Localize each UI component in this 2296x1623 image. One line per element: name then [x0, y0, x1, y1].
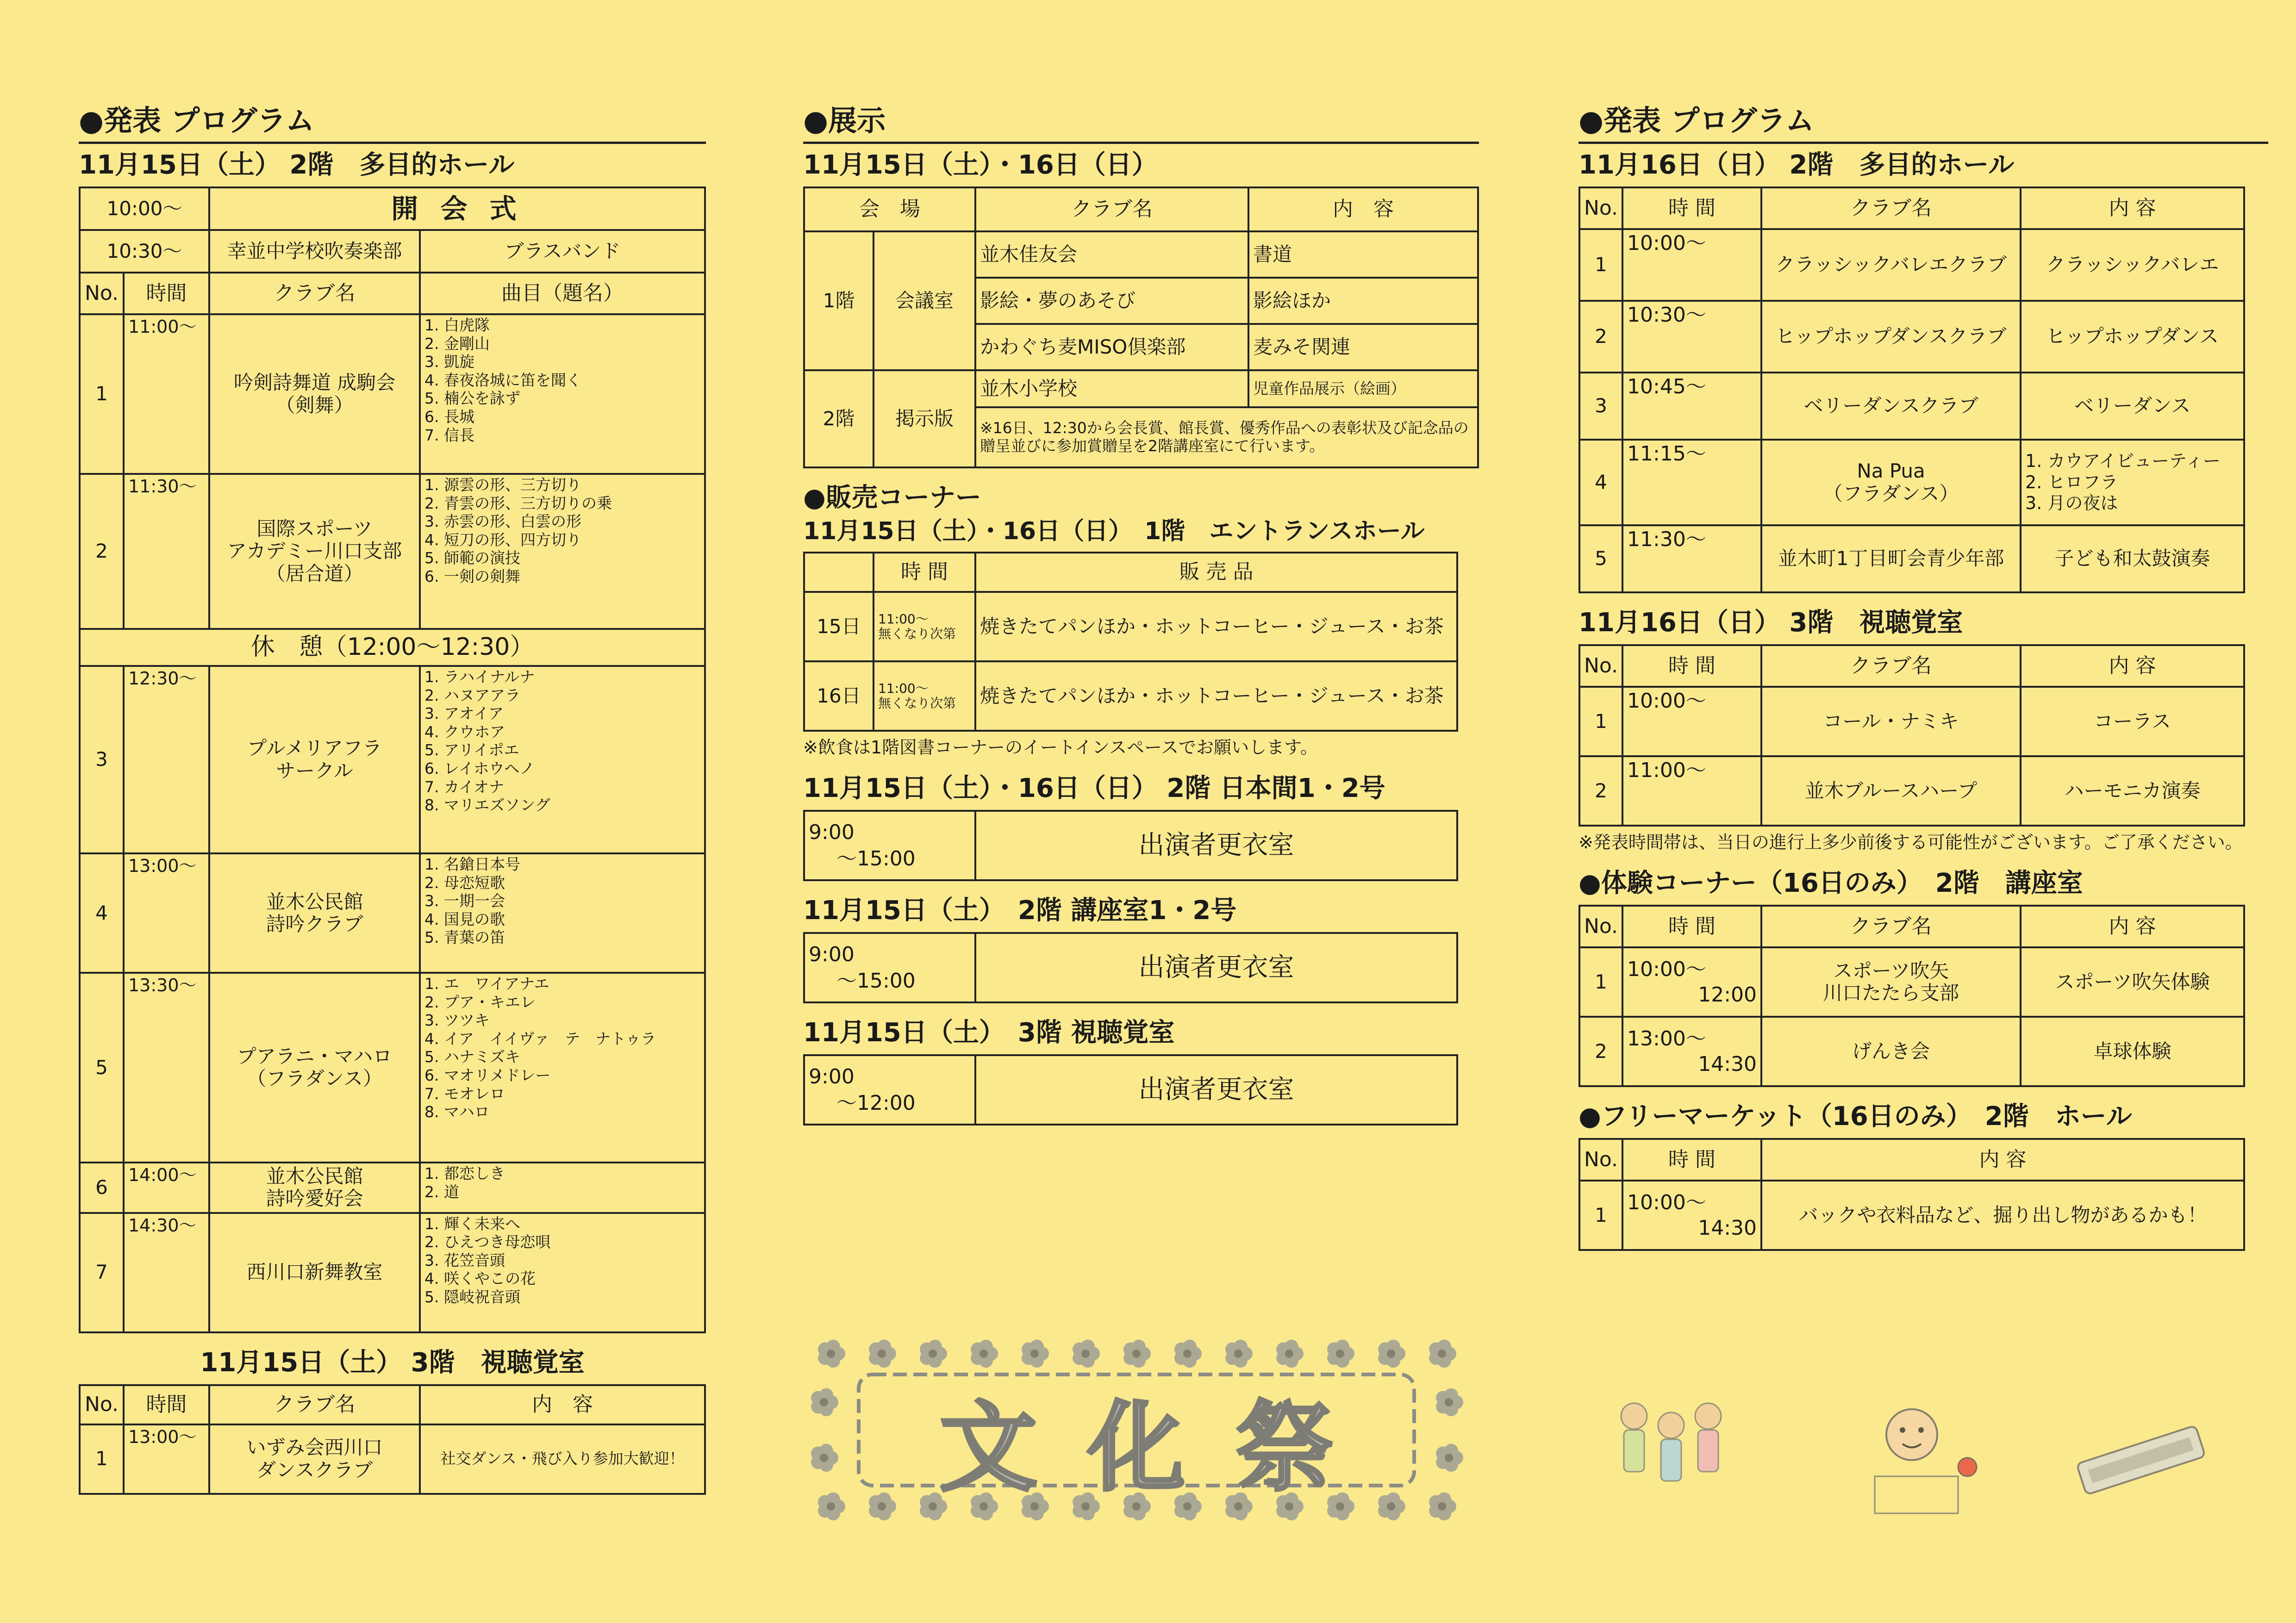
song-item: 2. 金剛山: [424, 334, 490, 353]
content-cell: スポーツ吹矢体験: [2021, 947, 2244, 1017]
table-row: [1579, 301, 2244, 373]
table-row: [80, 1163, 705, 1213]
header-time: 時 間: [1622, 906, 1761, 947]
club-cell: げんき会: [1761, 1017, 2021, 1086]
content-cell: ブラスバンド: [420, 230, 705, 273]
sales-time-note: 無くなり次第: [878, 626, 956, 641]
content-cell: 卓球体験: [2021, 1017, 2244, 1086]
section-title-sales: ●販売コーナー: [803, 483, 981, 513]
table-header: [1579, 906, 2244, 947]
time-cell: 10:30～: [1622, 301, 1761, 373]
song-item: 7. 信長: [424, 426, 474, 444]
no-cell: 7: [80, 1213, 124, 1332]
table-header: [80, 273, 705, 314]
no-cell: 4: [1579, 440, 1622, 525]
header-club: クラブ名: [1761, 906, 2021, 947]
song-item: 5. アリイポエ: [424, 741, 519, 759]
no-cell: 1: [1579, 947, 1622, 1017]
day-cell: 16日: [804, 661, 873, 731]
subtitle-exhibit: 11月15日（土）・16日（日）: [803, 150, 1158, 180]
song-item: 3. 凱旋: [424, 353, 474, 371]
no-cell: 2: [1579, 301, 1622, 373]
song-item: 5. 師範の演技: [424, 549, 520, 567]
club-cell: 並木佳友会: [975, 231, 1248, 278]
content-cell: ベリーダンス: [2021, 373, 2244, 440]
club-cell: 国際スポーツ アカデミー川口支部 （居合道）: [209, 474, 420, 629]
subtitle-dressing-room: 11月15日（土） 3階 視聴覚室: [803, 1018, 1175, 1048]
song-item: 4. 国見の歌: [424, 910, 505, 928]
time-cell: [1622, 1181, 1761, 1250]
club-cell: 並木町1丁目町会青少年部: [1761, 525, 2021, 592]
dressing-room-table: [803, 1054, 1458, 1126]
festival-title: 文化祭: [939, 1390, 1384, 1505]
song-item: 2. 道: [424, 1182, 459, 1201]
time-cell: [1622, 1017, 1761, 1086]
song-item: 3. アオイア: [424, 704, 504, 723]
section-title-program-15: ●発表 プログラム: [79, 106, 706, 144]
header-time: 時 間: [1622, 645, 1761, 687]
time-cell: 13:00～: [124, 853, 209, 973]
header-content: 内 容: [1248, 187, 1478, 231]
time-cell: [804, 933, 975, 1002]
no-cell: 1: [80, 1424, 124, 1494]
time-cell: 12:30～: [124, 666, 209, 853]
time-start: 13:00～: [1627, 1027, 1706, 1051]
song-list: [420, 314, 705, 474]
time-end: ～12:00: [836, 1091, 916, 1115]
time-cell: 14:30～: [124, 1213, 209, 1332]
time-end: 14:30: [1698, 1216, 1757, 1240]
header-content: 内 容: [1761, 1139, 2244, 1181]
harmonica-icon: [2077, 1425, 2205, 1495]
header-content: 内 容: [2021, 645, 2244, 687]
content-cell: 書道: [1248, 231, 1478, 278]
song-item: 3. 一期一会: [424, 892, 505, 910]
award-note: ※16日、12:30から会長賞、館長賞、優秀作品への表彰状及び記念品の贈呈並びに参加賞贈呈を2階講座室にて行います。: [975, 407, 1478, 467]
table-row: [1579, 229, 2244, 301]
table-row: [1579, 1181, 2244, 1250]
song-item: 1. ラハイナルナ: [424, 668, 535, 686]
no-cell: 2: [1579, 756, 1622, 826]
break-label: 休 憩（12:00～12:30）: [80, 629, 705, 666]
no-cell: 3: [1579, 373, 1622, 440]
song-item: 1. 都恋しき: [424, 1164, 505, 1182]
program-table-16: [1578, 187, 2245, 593]
song-item: 6. 一剣の剣舞: [424, 567, 520, 585]
header-no: No.: [80, 1385, 124, 1424]
column-right: [1578, 106, 2268, 1251]
club-cell: 並木公民館 詩吟愛好会: [209, 1163, 420, 1213]
no-cell: 1: [1579, 229, 1622, 301]
time-cell: [1622, 947, 1761, 1017]
song-item: 1. 源雲の形、三方切り: [424, 476, 581, 494]
time-cell: 11:00～: [124, 314, 209, 474]
item-cell: 焼きたてパンほか・ホットコーヒー・ジュース・お茶: [975, 661, 1457, 731]
time-cell: 11:15～: [1622, 440, 1761, 525]
header-no: No.: [1579, 645, 1622, 687]
club-cell: 並木小学校: [975, 370, 1248, 407]
table-header: [80, 1385, 705, 1424]
header-day: [804, 553, 873, 592]
song-item: 3. ツツキ: [424, 1011, 490, 1030]
song-item: 5. 隠岐祝音頭: [424, 1287, 520, 1306]
table-row: [80, 314, 705, 474]
club-cell: スポーツ吹矢 川口たたら支部: [1761, 947, 2021, 1017]
time-cell: [873, 592, 975, 661]
flea-table: [1578, 1138, 2245, 1251]
header-item: 販 売 品: [975, 553, 1457, 592]
header-time: 時間: [124, 273, 209, 314]
experience-table: [1578, 905, 2245, 1087]
table-row: [804, 811, 1457, 880]
header-content: 内 容: [2021, 906, 2244, 947]
table-header: [1579, 645, 2244, 687]
time-cell: 14:00～: [124, 1163, 209, 1213]
illustrations: [1616, 1398, 2217, 1523]
dressing-room-table: [803, 810, 1458, 881]
content-cell: 影絵ほか: [1248, 278, 1478, 324]
no-cell: 5: [1579, 525, 1622, 592]
no-cell: 5: [80, 973, 124, 1163]
header-no: No.: [1579, 187, 1622, 229]
room-cell: 掲示版: [873, 370, 975, 467]
song-item: 8. マハロ: [424, 1103, 490, 1121]
time-cell: 10:00～: [1622, 229, 1761, 301]
sales-time-note: 無くなり次第: [878, 696, 956, 711]
table-row: [1579, 440, 2244, 525]
subtitle-15-av: 11月15日（土） 3階 視聴覚室: [200, 1347, 585, 1378]
day-cell: 15日: [804, 592, 873, 661]
header-content: 内 容: [420, 1385, 705, 1424]
club-cell: かわぐち麦MISO倶楽部: [975, 324, 1248, 370]
table-row: [80, 187, 705, 230]
content-cell: クラッシックバレエ: [2021, 229, 2244, 301]
av-table-15: [79, 1384, 706, 1495]
club-cell: プルメリアフラ サークル: [209, 666, 420, 853]
content-cell: バックや衣料品など、掘り出し物があるかも！: [1761, 1181, 2244, 1250]
section-title-exhibit: ●展示: [803, 106, 1479, 144]
content-list: [2021, 440, 2244, 525]
club-cell: 並木公民館 詩吟クラブ: [209, 853, 420, 973]
header-venue: 会 場: [804, 187, 975, 231]
content-item: 1. カウアイビューティー: [2025, 451, 2221, 472]
subtitle-16-hall: 11月16日（日） 2階 多目的ホール: [1578, 150, 2015, 180]
subtitle-16-av: 11月16日（日） 3階 視聴覚室: [1578, 608, 1963, 638]
header-time: 時間: [124, 1385, 209, 1424]
header-club: クラブ名: [975, 187, 1248, 231]
table-row: [80, 230, 705, 273]
song-item: 8. マリエズソング: [424, 796, 550, 815]
sales-table: [803, 552, 1458, 732]
song-item: 2. 母恋短歌: [424, 873, 505, 892]
section-title-flea: ●フリーマーケット（16日のみ） 2階 ホール: [1578, 1101, 2132, 1132]
time-cell: [804, 811, 975, 880]
sales-time: 11:00～: [878, 611, 929, 627]
content-item: 3. 月の夜は: [2025, 493, 2118, 514]
time-cell: 11:00～: [1622, 756, 1761, 826]
time-cell: 10:30～: [80, 230, 209, 273]
time-start: 9:00: [809, 821, 855, 845]
dressing-room-label: 出演者更衣室: [975, 933, 1457, 1002]
opening-ceremony: 開 会 式: [209, 187, 705, 230]
header-club: クラブ名: [1761, 645, 2021, 687]
song-item: 6. レイホウヘノ: [424, 759, 535, 777]
content-item: 2. ヒロフラ: [2025, 472, 2118, 492]
song-item: 6. 長城: [424, 407, 474, 426]
hula-dancers-icon: [1621, 1403, 1721, 1481]
time-cell: [873, 661, 975, 731]
header-club: クラブ名: [209, 1385, 420, 1424]
table-row: [804, 661, 1457, 731]
time-start: 10:00～: [1627, 1191, 1706, 1215]
song-item: 5. ハナミズキ: [424, 1048, 520, 1066]
song-item: 2. ひえつき母恋唄: [424, 1233, 551, 1251]
timing-note: ※発表時間帯は、当日の進行上多少前後する可能性がございます。ご了承ください。: [1578, 832, 2243, 852]
floor-cell: 1階: [804, 231, 873, 370]
song-list: [420, 1213, 705, 1332]
header-no: No.: [80, 273, 124, 314]
no-cell: 2: [1579, 1017, 1622, 1086]
no-cell: 6: [80, 1163, 124, 1213]
song-item: 1. エ ワイアナエ: [424, 975, 549, 993]
column-left: [79, 106, 706, 1495]
no-cell: 2: [80, 474, 124, 629]
dressing-room-label: 出演者更衣室: [975, 811, 1457, 880]
content-cell: 子ども和太鼓演奏: [2021, 525, 2244, 592]
time-cell: 11:30～: [124, 474, 209, 629]
table-row: [1579, 687, 2244, 756]
table-row: [804, 592, 1457, 661]
content-cell: 麦みそ関連: [1248, 324, 1478, 370]
header-club: クラブ名: [209, 273, 420, 314]
time-cell: 13:30～: [124, 973, 209, 1163]
club-cell: 並木ブルースハープ: [1761, 756, 2021, 826]
av-table-16: [1578, 644, 2245, 827]
program-table-15: [79, 187, 706, 1333]
club-cell: ベリーダンスクラブ: [1761, 373, 2021, 440]
header-no: No.: [1579, 1139, 1622, 1181]
song-item: 2. プア・キエレ: [424, 993, 536, 1011]
table-row: [1579, 947, 2244, 1017]
table-header: [804, 553, 1457, 592]
header-no: No.: [1579, 906, 1622, 947]
table-row: [80, 1424, 705, 1494]
time-cell: 11:30～: [1622, 525, 1761, 592]
song-item: 3. 花笠音頭: [424, 1251, 505, 1269]
ping-pong-icon: [1875, 1409, 1977, 1513]
song-item: 5. 青葉の笛: [424, 928, 505, 947]
header-content: 内 容: [2021, 187, 2244, 229]
table-header: [804, 187, 1478, 231]
song-item: 7. モオレロ: [424, 1084, 505, 1103]
header-time: 時 間: [873, 553, 975, 592]
festival-banner: [803, 1333, 1470, 1527]
header-time: 時 間: [1622, 1139, 1761, 1181]
table-row: [1579, 525, 2244, 592]
time-cell: 10:45～: [1622, 373, 1761, 440]
time-cell: 10:00～: [1622, 687, 1761, 756]
table-row: [804, 370, 1478, 407]
room-cell: 会議室: [873, 231, 975, 370]
club-cell: Na Pua （フラダンス）: [1761, 440, 2021, 525]
no-cell: 3: [80, 666, 124, 853]
content-cell: ハーモニカ演奏: [2021, 756, 2244, 826]
item-cell: 焼きたてパンほか・ホットコーヒー・ジュース・お茶: [975, 592, 1457, 661]
table-row: [1579, 756, 2244, 826]
song-item: 1. 輝く未来へ: [424, 1214, 520, 1233]
time-cell: 10:00～: [80, 187, 209, 230]
time-end: ～15:00: [836, 969, 916, 993]
table-header: [1579, 1139, 2244, 1181]
table-row: [80, 853, 705, 973]
dressing-room-table: [803, 932, 1458, 1003]
subtitle-dressing-room: 11月15日（土）・16日（日） 2階 日本間1・2号: [803, 773, 1385, 804]
content-cell: ヒップホップダンス: [2021, 301, 2244, 373]
dressing-room-label: 出演者更衣室: [975, 1055, 1457, 1125]
no-cell: 1: [1579, 687, 1622, 756]
club-cell: コール・ナミキ: [1761, 687, 2021, 756]
song-item: 5. 楠公を詠ず: [424, 389, 520, 408]
song-item: 1. 名鎗日本号: [424, 855, 520, 873]
song-item: 2. ハヌアアラ: [424, 686, 520, 704]
subtitle-dressing-room: 11月15日（土） 2階 講座室1・2号: [803, 895, 1237, 926]
table-row: [80, 1213, 705, 1332]
song-item: 4. クウホア: [424, 722, 505, 741]
song-item: 1. 白虎隊: [424, 316, 490, 334]
content-cell: 社交ダンス・飛び入り参加大歓迎！: [420, 1424, 705, 1494]
time-cell: 13:00～: [124, 1424, 209, 1494]
table-row: [1579, 1017, 2244, 1086]
time-cell: [804, 1055, 975, 1125]
club-cell: いずみ会西川口 ダンスクラブ: [209, 1424, 420, 1494]
table-row: [80, 666, 705, 853]
table-row: [80, 973, 705, 1163]
time-end: 14:30: [1698, 1052, 1757, 1076]
song-list: [420, 853, 705, 973]
sales-time: 11:00～: [878, 680, 929, 696]
header-songs: 曲目（題名）: [420, 273, 705, 314]
club-cell: プアラニ・マハロ （フラダンス）: [209, 973, 420, 1163]
header-time: 時 間: [1622, 187, 1761, 229]
subtitle-15-hall: 11月15日（土） 2階 多目的ホール: [79, 150, 515, 180]
table-row: [804, 1055, 1457, 1125]
song-item: 2. 青雲の形、三方切りの乗: [424, 494, 612, 512]
no-cell: 1: [1579, 1181, 1622, 1250]
table-row: [80, 474, 705, 629]
club-cell: 影絵・夢のあそび: [975, 278, 1248, 324]
table-row: [1579, 373, 2244, 440]
song-item: 6. マオリメドレー: [424, 1066, 551, 1084]
table-row: [804, 231, 1478, 278]
table-header: [1579, 187, 2244, 229]
club-cell: ヒップホップダンスクラブ: [1761, 301, 2021, 373]
no-cell: 4: [80, 853, 124, 973]
time-end: 12:00: [1698, 983, 1757, 1007]
song-item: 4. 春夜洛城に笛を聞く: [424, 371, 581, 389]
song-item: 4. 咲くやこの花: [424, 1269, 536, 1288]
club-cell: 幸並中学校吹奏楽部: [209, 230, 420, 273]
no-cell: 1: [80, 314, 124, 474]
song-list: [420, 474, 705, 629]
time-end: ～15:00: [836, 847, 916, 871]
club-cell: クラッシックバレエクラブ: [1761, 229, 2021, 301]
section-title-experience: ●体験コーナー（16日のみ） 2階 講座室: [1578, 868, 2083, 899]
song-item: 4. イア イイヴァ テ ナトゥラ: [424, 1029, 656, 1048]
section-title-program-16: ●発表 プログラム: [1578, 106, 2268, 144]
song-list: [420, 1163, 705, 1213]
time-start: 9:00: [809, 943, 855, 967]
floor-cell: 2階: [804, 370, 873, 467]
exhibit-table: [803, 187, 1479, 468]
sales-note: ※飲食は1階図書コーナーのイートインスペースでお願いします。: [803, 737, 1318, 758]
song-item: 3. 赤雲の形、白雲の形: [424, 512, 581, 531]
content-cell: 児童作品展示（絵画）: [1248, 370, 1478, 407]
song-list: [420, 666, 705, 853]
column-center: [803, 106, 1479, 1126]
time-start: 9:00: [809, 1065, 855, 1089]
song-item: 4. 短刀の形、四方切り: [424, 530, 581, 549]
club-cell: 吟剣詩舞道 成駒会 （剣舞）: [209, 314, 420, 474]
song-item: 7. カイオナ: [424, 777, 504, 796]
club-cell: 西川口新舞教室: [209, 1213, 420, 1332]
subtitle-sales: 11月15日（土）・16日（日） 1階 エントランスホール: [803, 517, 1425, 545]
table-row: [804, 933, 1457, 1002]
song-list: [420, 973, 705, 1163]
time-start: 10:00～: [1627, 958, 1706, 982]
break-row: [80, 629, 705, 666]
content-cell: コーラス: [2021, 687, 2244, 756]
header-club: クラブ名: [1761, 187, 2021, 229]
